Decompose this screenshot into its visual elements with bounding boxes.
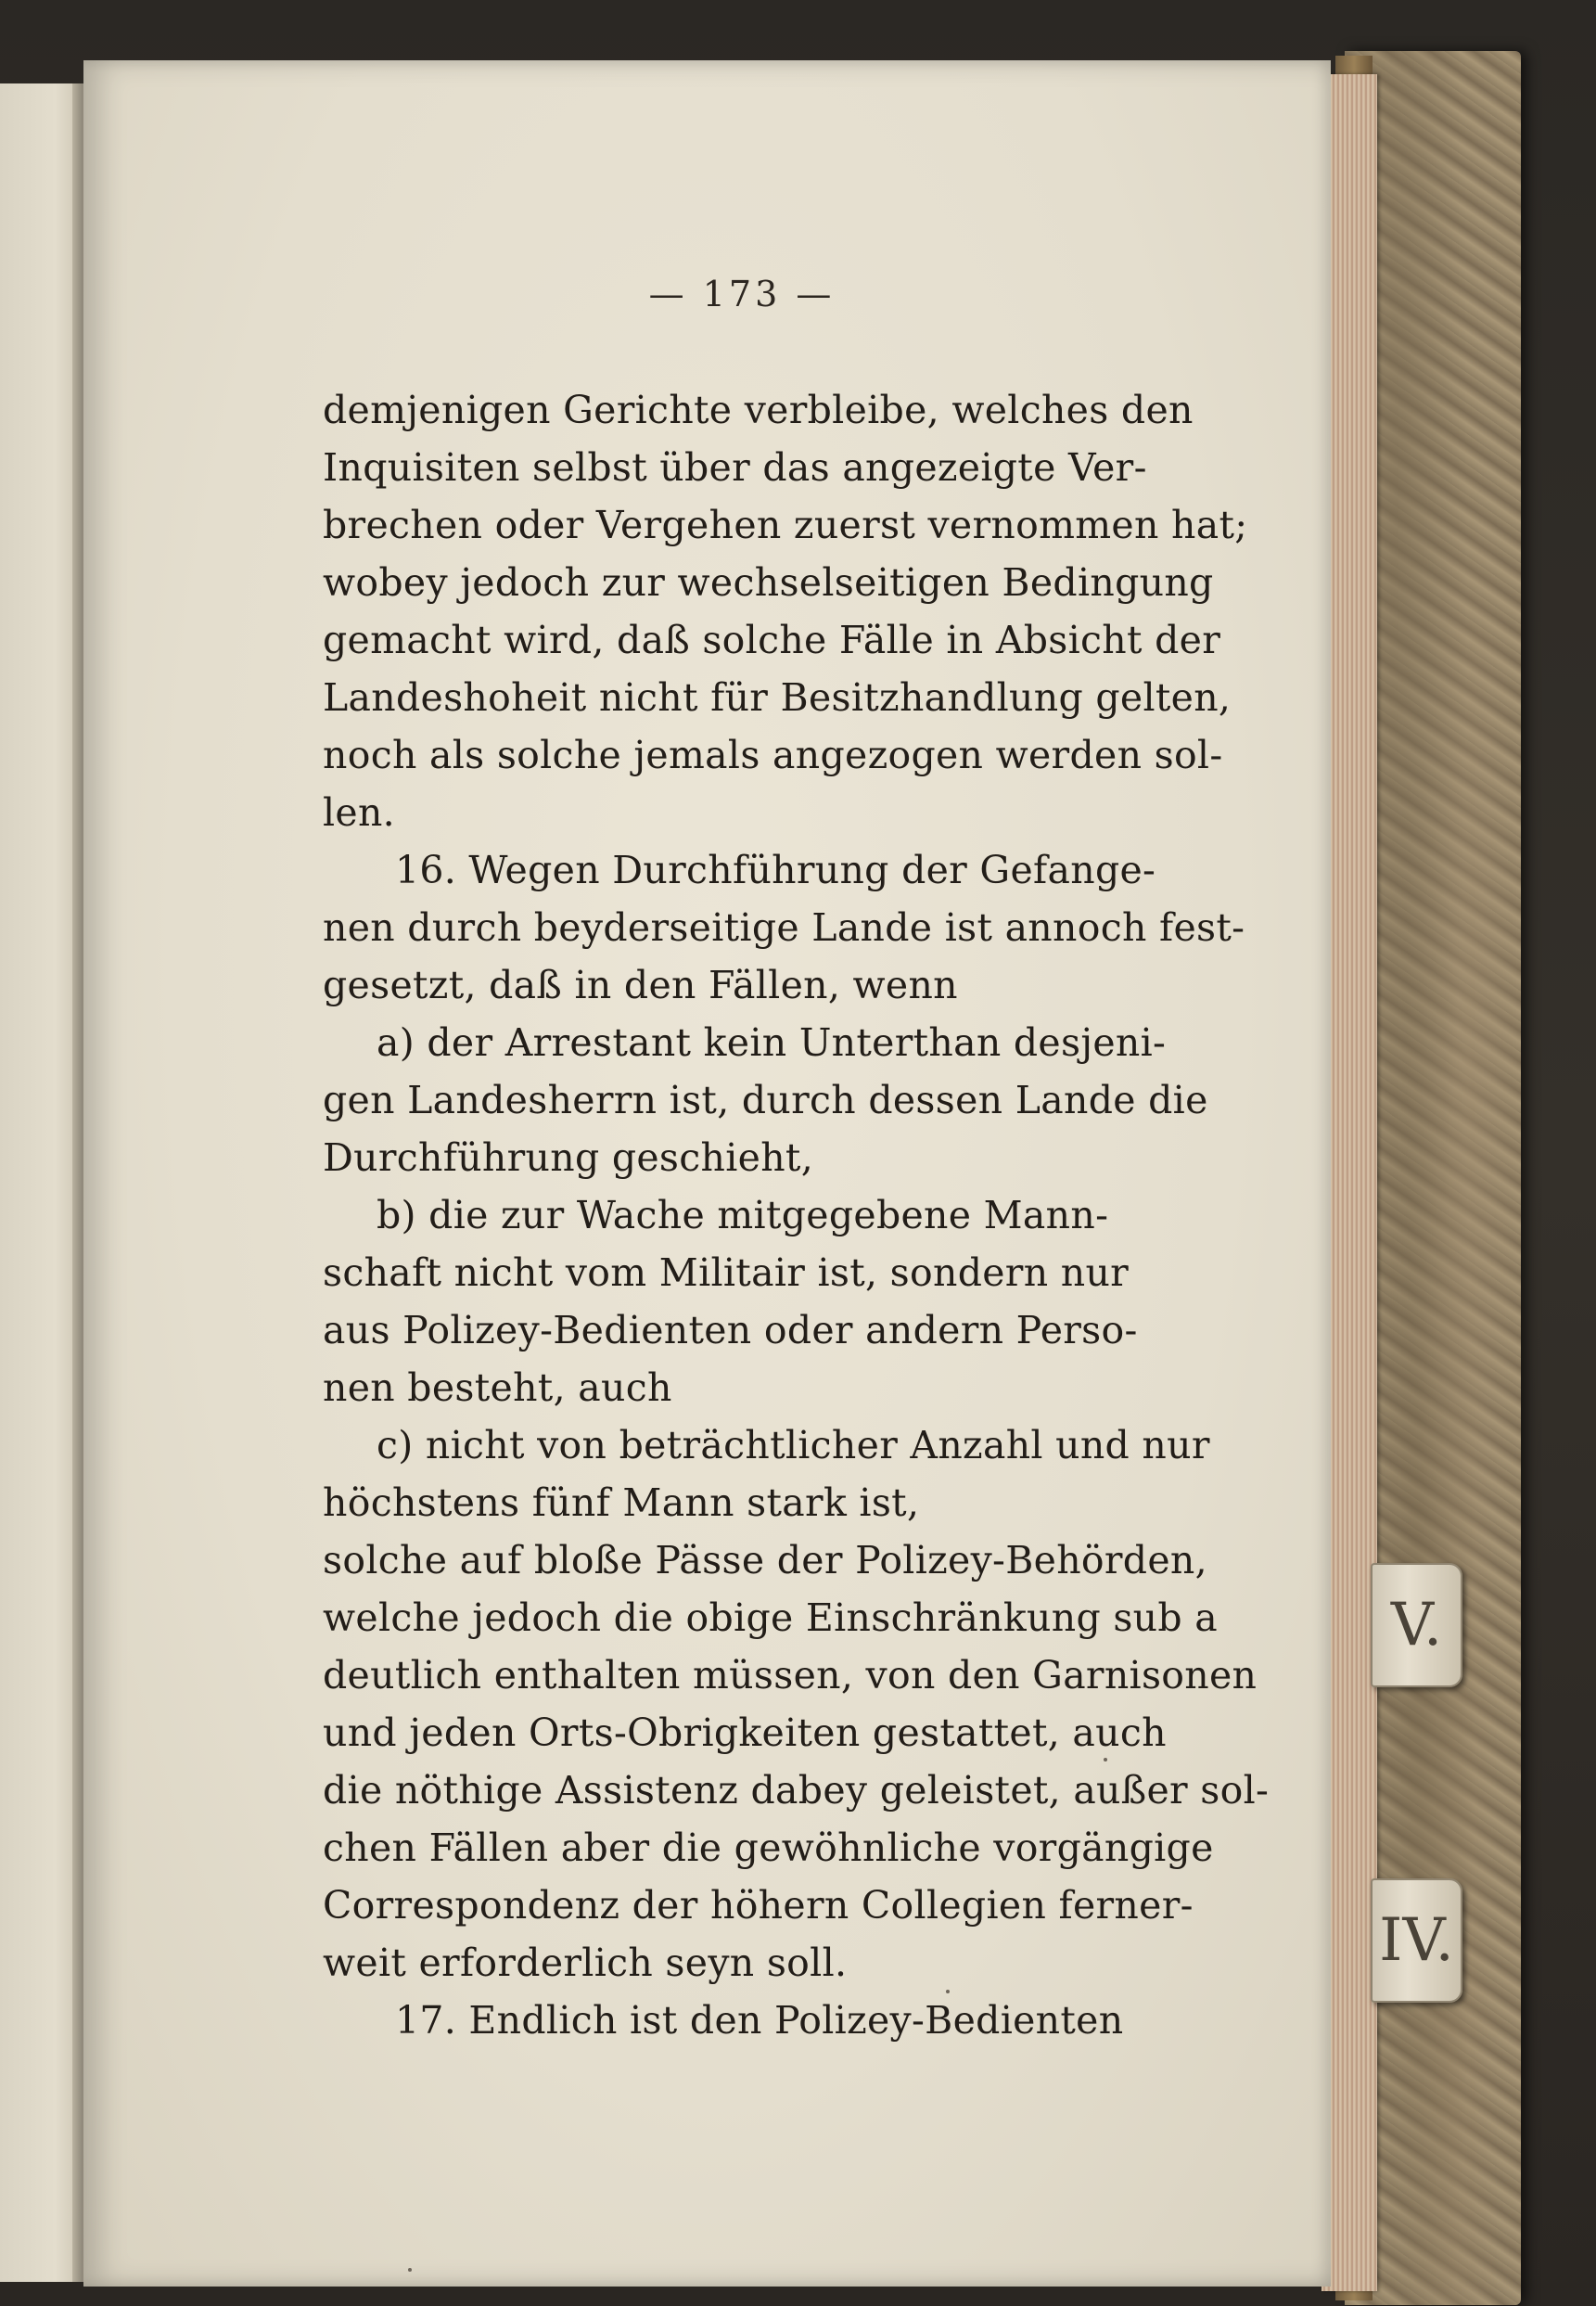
paper-speck	[408, 2268, 412, 2272]
text-line: gemacht wird, daß solche Fälle in Absicht der	[323, 618, 1221, 662]
recto-page	[83, 60, 1331, 2287]
text-line: aus Polizey-Bedienten oder andern Perso-	[323, 1308, 1138, 1352]
text-line: a) der Arrestant kein Unterthan desjeni-	[377, 1020, 1167, 1065]
index-tab-iv[interactable]: IV.	[1371, 1878, 1462, 2003]
text-line: 16. Wegen Durchführung der Gefange-	[395, 848, 1156, 892]
text-line: schaft nicht vom Militair ist, sondern nur	[323, 1250, 1130, 1295]
text-line: und jeden Orts-Obrigkeiten gestattet, auch	[323, 1710, 1167, 1755]
text-line: b) die zur Wache mitgegebene Mann-	[377, 1193, 1109, 1237]
text-line: nen besteht, auch	[323, 1365, 672, 1410]
text-line: deutlich enthalten müssen, von den Garnisonen	[323, 1653, 1258, 1697]
text-line: noch als solche jemals angezogen werden sol-	[323, 733, 1223, 777]
text-line: gen Landesherrn ist, durch dessen Lande die	[323, 1078, 1208, 1122]
left-page	[0, 83, 79, 2282]
text-line: c) nicht von beträchtlicher Anzahl und nur	[377, 1423, 1210, 1467]
text-line: Correspondenz der höhern Collegien ferner-	[323, 1883, 1194, 1928]
text-line: solche auf bloße Pässe der Polizey-Behörden,	[323, 1538, 1207, 1582]
page-number: — 173 —	[648, 274, 836, 314]
text-line: gesetzt, daß in den Fällen, wenn	[323, 963, 958, 1007]
text-line: 17. Endlich ist den Polizey-Bedienten	[395, 1998, 1124, 2043]
index-tab-v[interactable]: V.	[1371, 1563, 1462, 1687]
text-line: Inquisiten selbst über das angezeigte Ver-	[323, 445, 1147, 490]
paper-speck	[946, 1990, 950, 1993]
text-line: Durchführung geschieht,	[323, 1135, 814, 1180]
text-line: weit erforderlich seyn soll.	[323, 1941, 848, 1985]
text-line: demjenigen Gerichte verbleibe, welches den	[323, 388, 1194, 432]
text-line: nen durch beyderseitige Lande ist annoch fest-	[323, 905, 1245, 950]
text-line: len.	[323, 790, 396, 835]
text-line: brechen oder Vergehen zuerst vernommen hat;	[323, 503, 1248, 547]
text-line: Landeshoheit nicht für Besitzhandlung gelten,	[323, 675, 1232, 720]
text-line: höchstens fünf Mann stark ist,	[323, 1480, 920, 1525]
text-line: wobey jedoch zur wechselseitigen Bedingung	[323, 560, 1214, 605]
text-line: die nöthige Assistenz dabey geleistet, außer sol-	[323, 1768, 1270, 1813]
text-line: welche jedoch die obige Einschränkung sub a	[323, 1595, 1218, 1640]
paper-speck	[1104, 1758, 1107, 1762]
text-line: chen Fällen aber die gewöhnliche vorgängige	[323, 1826, 1214, 1870]
